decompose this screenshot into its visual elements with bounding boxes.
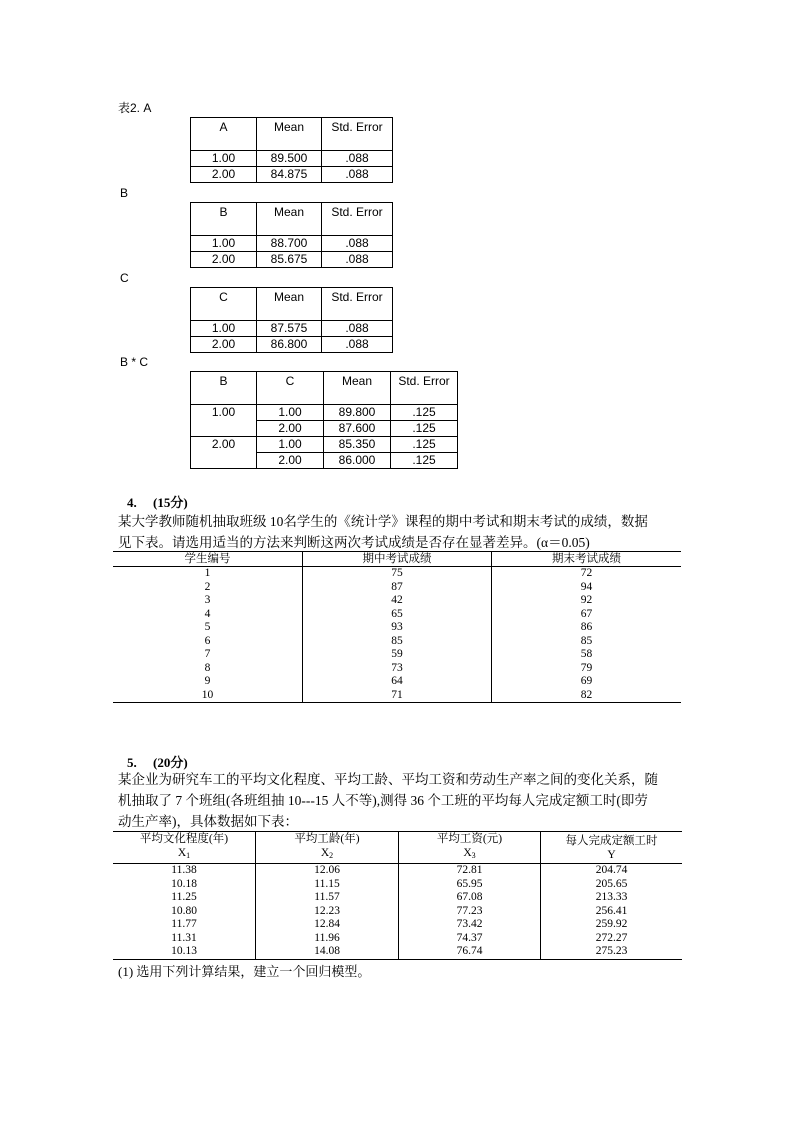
table-b [190,202,393,268]
table-a [190,117,393,183]
table-row [113,675,681,689]
q5-header-symbol: $X_1$ [177,847,191,860]
cell: 2.00 [191,252,257,268]
q5-header-symbol: Y [607,848,616,861]
header-factor-c: C [257,372,324,405]
table-b-label: B [120,186,129,200]
table-cell: 11.25 [171,891,197,903]
table-row [113,932,682,946]
table-cell: 1 [204,567,211,579]
cell: .125 [391,453,458,469]
table-cell: 65 [303,608,492,622]
table-cell: 11.77 [171,918,197,930]
table-c [190,287,393,353]
header-std-error: Std. Error [322,118,393,151]
cell: 86.000 [324,453,391,469]
table-cell: 10.80 [171,904,197,917]
table-cell: 11.15 [256,878,399,892]
q4-header-id: 学生编号 [113,552,303,567]
table-cell: 72 [492,567,682,581]
table-cell: 86 [492,621,682,635]
header-factor-b: B [191,372,257,405]
q5-header-label: 平均文化程度(年) [139,833,229,845]
table-cell: 42 [303,594,492,608]
table-cell: 67.08 [399,891,541,905]
table-cell: 11.57 [256,891,399,905]
cell: 2.00 [257,453,324,469]
question-5-subquestion-1: (1) 选用下列计算结果，建立一个回归模型。 [118,964,371,979]
cell: 2.00 [191,167,257,183]
question-4-line: 见下表。请选用适当的方法来判断这两次考试成绩是否存在显著差异。(α＝0.05) [118,535,590,550]
q5-header-symbol: $X_3$ [463,847,476,860]
table-row [113,567,681,581]
table-cell: 65.95 [399,878,541,892]
table-cell: 7 [204,648,211,660]
cell: 1.00 [191,151,257,167]
header-factor: A [191,118,257,151]
table-cell: 75 [303,567,492,581]
q5-header-label: 平均工资(元) [436,833,503,845]
header-factor: B [191,203,257,236]
table-cell: 11.31 [171,931,197,944]
table2-caption: 表2. A [118,101,152,115]
q5-header-symbol: $X_2$ [320,847,334,860]
cell: 1.00 [257,437,324,453]
table-cell: 12.84 [256,918,399,932]
table-cell: 82 [492,689,682,703]
header-factor: C [191,288,257,321]
cell: 85.675 [257,252,322,268]
question-5-line: 某企业为研究车工的平均文化程度、平均工龄、平均工资和劳动生产率之间的变化关系，随 [118,772,658,787]
table-cell: 85 [492,635,682,649]
table-cell: 272.27 [541,932,683,946]
table-cell: 79 [492,662,682,676]
cell: 86.800 [257,337,322,353]
table-c-label: C [120,271,129,285]
cell: .088 [322,236,393,252]
cell: .125 [391,437,458,453]
table-cell: 71 [303,689,492,703]
table-cell: 69 [492,675,682,689]
table-row [113,891,682,905]
table-cell: 4 [204,607,211,620]
table-bc-label: B * C [120,355,149,369]
q5-header-y [541,832,683,864]
q5-table [113,831,682,960]
table-cell: 10.13 [113,945,256,959]
table-cell: 11.38 [171,864,197,876]
table-row [113,689,681,703]
table-cell: 2 [204,580,211,593]
table-cell: 11.96 [256,932,399,946]
header-mean: Mean [324,372,391,405]
q4-table [113,551,681,703]
header-std-error: Std. Error [391,372,458,405]
cell: 84.875 [257,167,322,183]
cell: .088 [322,151,393,167]
cell: 1.00 [257,405,324,421]
table-cell: 3 [204,594,211,606]
q4-header-final: 期末考试成绩 [492,552,682,567]
q5-header-x3 [399,832,541,864]
table-cell: 74.37 [399,932,541,946]
table-row [113,608,681,622]
cell: .088 [322,252,393,268]
table-cell: 73 [303,662,492,676]
table-cell: 6 [204,634,211,647]
table-cell: 77.23 [399,905,541,919]
table-row [113,864,682,878]
table-row [113,594,681,608]
table-cell: 64 [303,675,492,689]
cell: 1.00 [191,405,257,421]
cell: .088 [322,321,393,337]
header-std-error: Std. Error [322,288,393,321]
table-cell: 59 [303,648,492,662]
q4-header-midterm: 期中考试成绩 [303,552,492,567]
question-4-text [118,511,648,553]
question-4-heading: 4. (15分) [127,495,188,510]
table-bc [190,371,458,469]
header-std-error: Std. Error [322,203,393,236]
question-5-text [118,769,658,832]
q5-header-x1 [113,832,256,864]
table-cell: 5 [204,621,211,633]
cell: 2.00 [257,421,324,437]
table-cell: 76.74 [399,945,541,959]
table-row [113,635,681,649]
table-cell: 92 [492,594,682,608]
table-cell: 8 [204,661,211,674]
table-cell: 93 [303,621,492,635]
cell: 89.500 [257,151,322,167]
header-mean: Mean [257,288,322,321]
table-cell: 10 [113,689,303,703]
table-cell: 12.23 [256,905,399,919]
table-cell: 204.74 [541,864,683,878]
question-4-line: 某大学教师随机抽取班级 10名学生的《统计学》课程的期中考试和期末考试的成绩，数据 [118,514,648,529]
cell: 1.00 [191,236,257,252]
question-5-line: 机抽取了 7 个班组(各班组抽 10---15 人不等),测得 36 个工班的平均每人完成定额工时(即劳 [118,793,648,808]
table-cell: 58 [492,648,682,662]
table-cell: 72.81 [399,864,541,878]
table-cell: 213.33 [541,891,683,905]
table-cell: 256.41 [541,905,683,919]
table-row [113,581,681,595]
table-cell: 9 [204,675,211,687]
table-cell: 12.06 [256,864,399,878]
cell: 87.575 [257,321,322,337]
table-cell: 87 [303,581,492,595]
table-cell: 275.23 [541,945,683,959]
table-row [113,905,682,919]
cell: 2.00 [191,437,257,453]
question-5-line: 动生产率)，具体数据如下表： [118,814,298,829]
q5-header-label: 平均工龄(年) [294,833,360,845]
table-cell: 259.92 [541,918,683,932]
cell [191,421,257,437]
q5-header-x2 [256,832,399,864]
cell: 1.00 [191,321,257,337]
table-row [113,918,682,932]
table-cell: 73.42 [399,918,541,932]
question-5-heading: 5. (20分) [127,755,188,770]
table-cell: 85 [303,635,492,649]
cell: 2.00 [191,337,257,353]
table-row [113,648,681,662]
cell: 88.700 [257,236,322,252]
cell: 89.800 [324,405,391,421]
table-cell: 14.08 [256,945,399,959]
table-cell: 67 [492,608,682,622]
table-row [113,945,682,959]
table-row [113,621,681,635]
table-cell: 94 [492,581,682,595]
cell: 87.600 [324,421,391,437]
table-row [113,878,682,892]
header-mean: Mean [257,118,322,151]
q5-header-label: 每人完成定额工时 [565,834,658,847]
cell: .125 [391,421,458,437]
cell: 85.350 [324,437,391,453]
header-mean: Mean [257,203,322,236]
cell [191,453,257,469]
cell: .088 [322,337,393,353]
table-cell: 205.65 [541,878,683,892]
table-cell: 10.18 [171,877,197,890]
table-row [113,662,681,676]
cell: .088 [322,167,393,183]
cell: .125 [391,405,458,421]
